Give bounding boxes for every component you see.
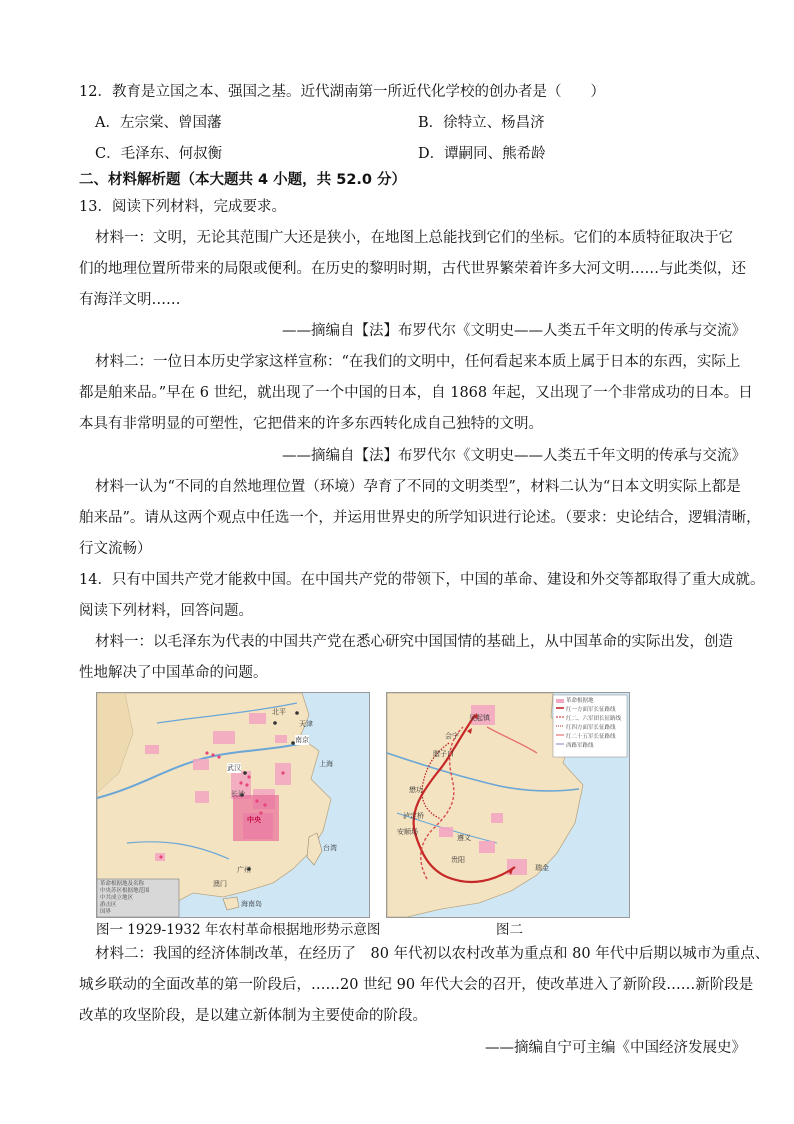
map1-label-wuhan: 武汉 (227, 764, 241, 772)
q13-stem: 13．阅读下列材料，完成要求。 (79, 199, 286, 215)
q14-material1-line1: 材料一：以毛泽东为代表的中国共产党在悉心研究中国国情的基础上，从中国革命的实际出发，创造 (95, 634, 733, 650)
q13-material1-line3: 有海洋文明…… (79, 292, 181, 308)
q14-material2-line1: 材料二：我国的经济体制改革，在经历了 80 年代初以农村改革为重点和 80 年代中后期以城市为重点、 (95, 946, 770, 962)
q13-material2-source: ——摘编自【法】布罗代尔《文明史——人类五千年文明的传承与交流》 (282, 448, 746, 464)
map1-legend-item: 革命根据地及名称 (100, 881, 145, 887)
q14-material2-line3: 改革的攻坚阶段，是以建立新体制为主要使命的阶段。 (79, 1008, 427, 1024)
map2-legend-item: 革命根据地 (566, 698, 594, 704)
map2-caption: 图二 (496, 922, 523, 938)
map2-label-anshunchang: 安顺场 (397, 828, 418, 836)
map2-legend-item: 红四方面军长征路线 (566, 725, 616, 731)
map2-label-guiyang: 贵阳 (451, 856, 465, 864)
map2-label-lazikou: 腊子口 (433, 750, 454, 758)
map2-label-maogong: 懋功 (409, 786, 423, 794)
q13-material2-line3: 本具有非常明显的可塑性，它把借来的许多东西转化成自己独特的文明。 (79, 416, 543, 432)
map1-label-taiwan: 台湾 (323, 844, 337, 852)
map1-label-guangzhou: 广州 (237, 866, 251, 874)
q14-material2-source: ——摘编自宁可主编《中国经济发展史》 (485, 1040, 746, 1056)
q12-option-b: B．徐特立、杨昌济 (418, 115, 545, 131)
map2-label-zunyi: 遵义 (457, 834, 471, 842)
map2-label-ludingqiao: 泸定桥 (403, 812, 424, 820)
q14-stem-line2: 阅读下列材料，回答问题。 (79, 603, 253, 619)
map1-label-hainan: 海南岛 (241, 900, 262, 908)
q12-option-c: C．毛泽东、何叔衡 (95, 146, 223, 162)
map2-label-huining: 会宁 (445, 732, 459, 740)
q12-stem: 12．教育是立国之本、强国之基。近代湖南第一所近代化学校的创办者是（ ） (79, 84, 605, 100)
map1-caption: 图一 1929-1932 年农村革命根据地形势示意图 (96, 922, 381, 938)
map1-label-macau: 澳门 (213, 880, 227, 888)
map2-legend-item: 西路军路线 (566, 743, 594, 749)
map1-label-tianjin: 天津 (299, 720, 313, 728)
map1-legend-item: 中共成立地区 (100, 895, 134, 901)
map2-legend (566, 697, 621, 751)
map-rural-base-areas (96, 692, 370, 918)
q13-material2-line1: 材料二：一位日本历史学家这样宣称：“在我们的文明中，任何看起来本质上属于日本的东西，实际上 (95, 354, 741, 370)
map1-label-shanghai: 上海 (319, 760, 333, 768)
map1-legend-item: 中央苏区根据地范围 (100, 888, 150, 894)
map2-legend-item: 红一方面军长征路线 (566, 707, 616, 713)
map2-legend-item: 红二、六军团长征路线 (566, 716, 622, 722)
q13-material1-source: ——摘编自【法】布罗代尔《文明史——人类五千年文明的传承与交流》 (282, 323, 746, 339)
map1-label-central: 中央 (247, 816, 261, 824)
q12-option-a: A．左宗棠、曾国藩 (95, 115, 222, 131)
map2-label-ruijin: 瑞金 (535, 864, 549, 872)
map1-legend-item: 游击区 (100, 902, 117, 908)
q13-material2-line2: 都是舶来品。”早在 6 世纪，就出现了一个中国的日本，自 1868 年起，又出现了一个非常成功的日本。日 (79, 385, 753, 401)
q13-task-line2: 舶来品”。请从这两个观点中任选一个，并运用世界史的所学知识进行论述。（要求：史论结合，逻辑清晰， (79, 510, 761, 526)
map1-legend (100, 881, 150, 916)
q13-task-line1: 材料一认为“不同的自然地理位置（环境）孕育了不同的文明类型”，材料二认为“日本文明实际上都是 (95, 479, 741, 495)
q14-stem-line1: 14．只有中国共产党才能救中国。在中国共产党的带领下，中国的革命、建设和外交等都取得了重大成就。 (79, 572, 765, 588)
q14-material2-line2: 城乡联动的全面改革的第一阶段后，……20 世纪 90 年代大会的召开，使改革进入了新阶段……新阶段是 (79, 977, 754, 993)
map2-legend-item: 红二十五军长征路线 (566, 734, 616, 740)
q14-material1-line2: 性地解决了中国革命的问题。 (79, 665, 268, 681)
q12-option-d: D．谭嗣同、熊希龄 (418, 146, 546, 162)
map1-label-beiping: 北平 (272, 708, 286, 716)
map1-label-nanjing: 南京 (295, 736, 309, 744)
map-long-march (386, 692, 630, 918)
q13-task-line3: 行文流畅） (79, 541, 152, 557)
q13-material1-line1: 材料一：文明，无论其范围广大还是狭小，在地图上总能找到它们的坐标。它们的本质特征取决于它 (95, 230, 733, 246)
q13-material1-line2: 们的地理位置所带来的局限或便利。在历史的黎明时期，古代世界繁荣着许多大河文明……与此类似，还 (79, 261, 746, 277)
map2-label-wuqizhen: 吴起镇 (469, 714, 490, 722)
map1-label-changsha: 长沙 (231, 790, 245, 798)
section-heading: 二、材料解析题（本大题共 4 小题，共 52.0 分） (79, 172, 407, 188)
map1-legend-item: 国界 (100, 909, 112, 915)
